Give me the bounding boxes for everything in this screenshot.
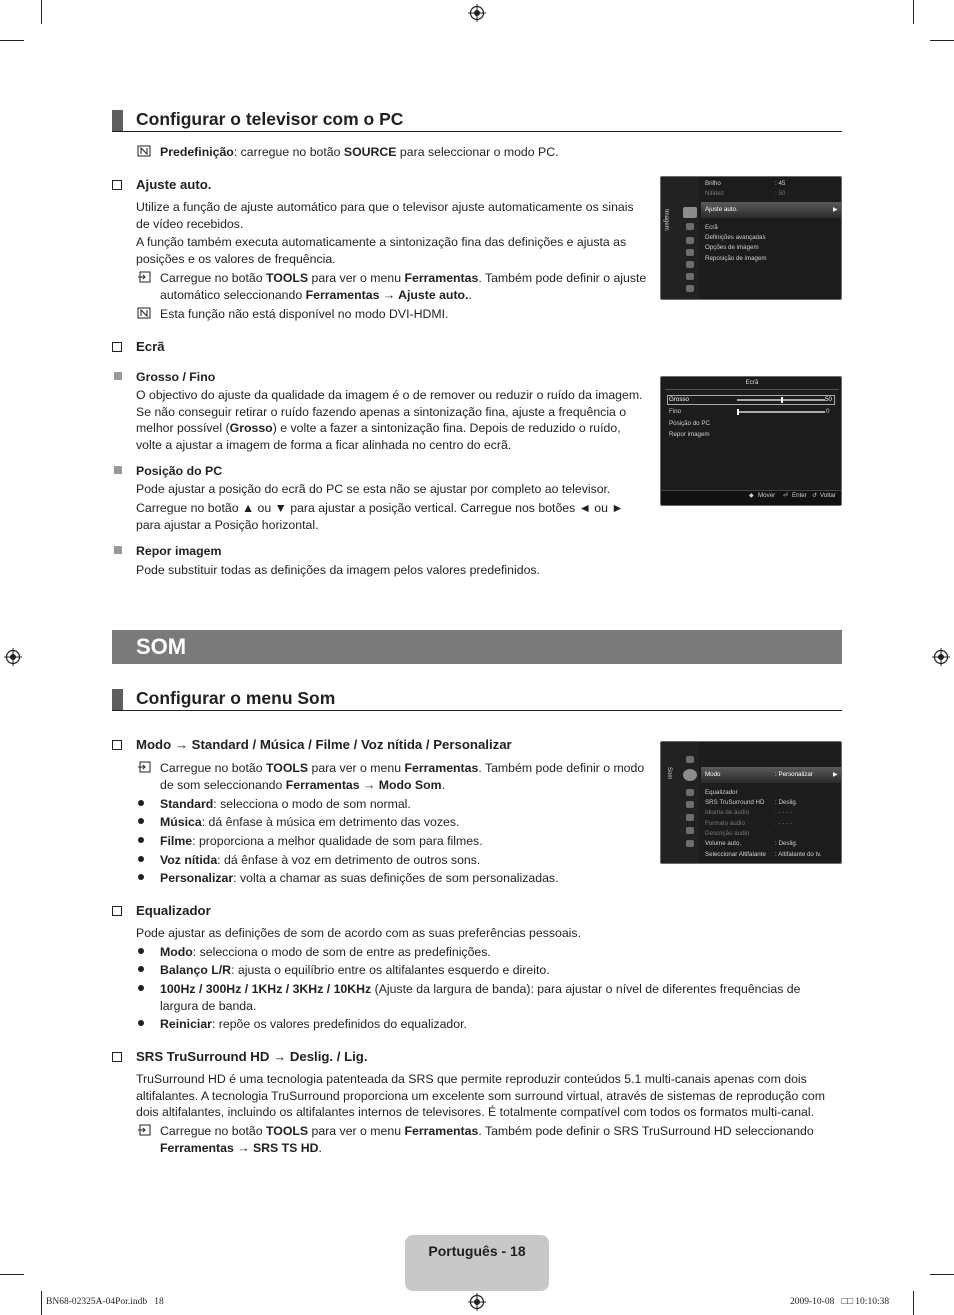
osd-fino-label: Fino bbox=[669, 408, 682, 415]
osd-row-label: Descrição áudio bbox=[705, 830, 750, 837]
osd-row-value: : - - - - bbox=[775, 809, 792, 816]
tip-tools: Carregue no botão TOOLS para ver o menu Ferramentas. Também pode definir o modo de som seleccionando Ferramentas → Modo Som. bbox=[160, 761, 645, 792]
bullet-dot-icon bbox=[138, 966, 144, 972]
osd-sidebar bbox=[661, 742, 699, 863]
note-predefinicao: Predefinição: carregue no botão SOURCE para seleccionar o modo PC. bbox=[160, 145, 559, 159]
channel-icon bbox=[686, 237, 694, 244]
registration-mark-icon bbox=[468, 1293, 486, 1311]
heading-bar bbox=[112, 689, 123, 710]
subheading-srs: SRS TruSurround HD → Deslig. / Lig. bbox=[136, 1049, 368, 1064]
setup-icon bbox=[686, 801, 694, 808]
osd-repor-label: Repor imagem bbox=[669, 431, 710, 438]
paragraph: Carregue no botão ▲ ou ▼ para ajustar a posição vertical. Carregue nos botões ◄ ou ► para ajustar a Posição horizontal. bbox=[136, 501, 624, 532]
osd-posicao-label: Posição do PC bbox=[669, 420, 710, 427]
osd-row-value: : Deslig. bbox=[775, 799, 798, 806]
footer-timestamp: 2009-10-08 □□ 10:10:38 bbox=[790, 1297, 890, 1307]
section-heading-pc bbox=[112, 110, 842, 132]
crop-mark bbox=[930, 40, 954, 41]
checkbox-icon bbox=[112, 342, 122, 352]
paragraph: Utilize a função de ajuste automático para que o televisor ajuste automaticamente os sinais de vídeo recebidos. bbox=[136, 200, 634, 231]
paragraph: Pode substituir todas as definições da imagem pelos valores predefinidos. bbox=[136, 563, 540, 577]
crop-mark bbox=[0, 40, 24, 41]
osd-selected-label: Ajuste auto. bbox=[705, 206, 738, 213]
osd-row-label: Volume auto. bbox=[705, 840, 742, 847]
bullet-dot-icon bbox=[138, 948, 144, 954]
bullet-square-icon bbox=[114, 466, 122, 474]
osd-grosso-label: Grosso bbox=[669, 396, 689, 403]
application-icon bbox=[686, 827, 694, 834]
input-icon bbox=[686, 261, 694, 268]
tip-tools: Carregue no botão TOOLS para ver o menu Ferramentas. Também pode definir o ajuste automático seleccionando Ferramentas → Ajuste auto.. bbox=[160, 271, 647, 302]
bullet-dot-icon bbox=[138, 837, 144, 843]
item-title-posicao: Posição do PC bbox=[136, 464, 223, 478]
osd-sidebar bbox=[661, 177, 699, 299]
checkbox-icon bbox=[112, 180, 122, 190]
osd-selected-label: Modo bbox=[705, 771, 721, 778]
crop-mark bbox=[41, 0, 42, 24]
osd-row-label: Idioma de áudio bbox=[705, 809, 750, 816]
osd-item: Ecrã bbox=[705, 224, 718, 231]
footer-file-info: BN68-02325A-04Por.indb 18 bbox=[46, 1297, 164, 1307]
item-title-repor: Repor imagem bbox=[136, 544, 222, 558]
tools-tip-icon bbox=[137, 761, 151, 773]
registration-mark-icon bbox=[932, 648, 950, 666]
list-item: Personalizar: volta a chamar as suas definições de som personalizadas. bbox=[160, 871, 559, 885]
input-icon bbox=[686, 814, 694, 821]
osd-nitidez: Nitidez bbox=[705, 190, 724, 197]
bullet-dot-icon bbox=[138, 856, 144, 862]
crop-mark bbox=[41, 1291, 42, 1315]
tip-tools: Carregue no botão TOOLS para ver o menu Ferramentas. Também pode definir o SRS TruSurround HD seleccionando Ferramentas → SRS TS HD. bbox=[160, 1124, 814, 1155]
item-title-grosso: Grosso / Fino bbox=[136, 370, 216, 384]
heading-bar bbox=[112, 110, 123, 131]
section-heading-som bbox=[112, 689, 842, 711]
osd-nav-move: Mover bbox=[758, 492, 776, 499]
move-icon: ◆ bbox=[749, 492, 754, 499]
bullet-dot-icon bbox=[138, 800, 144, 806]
registration-mark-icon bbox=[4, 648, 22, 666]
note-icon bbox=[137, 145, 151, 157]
bullet-dot-icon bbox=[138, 1020, 144, 1026]
crop-mark bbox=[930, 1274, 954, 1275]
chapter-title: SOM bbox=[136, 634, 187, 659]
osd-imagem-menu bbox=[660, 176, 842, 300]
note-dvi: Esta função não está disponível no modo DVI-HDMI. bbox=[160, 307, 449, 321]
osd-ecra-menu bbox=[660, 376, 842, 506]
enter-icon: ⏎ bbox=[783, 492, 789, 499]
return-icon: ↺ bbox=[812, 492, 818, 499]
page-number-tab bbox=[405, 1235, 549, 1291]
bullet-square-icon bbox=[114, 372, 122, 380]
list-item: Standard: selecciona o modo de som normal. bbox=[160, 797, 411, 811]
list-item: Filme: proporciona a melhor qualidade de som para filmes. bbox=[160, 834, 483, 848]
osd-row-value: : - - - - bbox=[775, 820, 792, 827]
channel-icon bbox=[686, 789, 694, 796]
subheading-modo: Modo → Standard / Música / Filme / Voz nítida / Personalizar bbox=[136, 737, 512, 752]
grosso-slider-knob bbox=[781, 397, 783, 403]
paragraph: Pode ajustar a posição do ecrã do PC se esta não se ajustar por completo ao televisor. bbox=[136, 482, 611, 496]
osd-nav-back: Voltar bbox=[820, 492, 836, 499]
note-icon bbox=[137, 307, 151, 319]
fino-slider-track bbox=[737, 411, 825, 413]
bullet-square-icon bbox=[114, 546, 122, 554]
osd-brilho-value: : 45 bbox=[775, 180, 786, 187]
list-item: Reiniciar: repõe os valores predefinidos do equalizador. bbox=[160, 1017, 467, 1031]
osd-row-label: Formato áudio bbox=[705, 820, 745, 827]
osd-title: Ecrã bbox=[745, 379, 759, 386]
bullet-dot-icon bbox=[138, 818, 144, 824]
osd-grosso-value: 50 bbox=[825, 396, 832, 403]
checkbox-icon bbox=[112, 906, 122, 916]
heading-title: Configurar o menu Som bbox=[136, 688, 336, 708]
heading-title: Configurar o televisor com o PC bbox=[136, 109, 404, 129]
osd-row-label: Equalizador bbox=[705, 789, 738, 796]
sound-icon bbox=[683, 769, 697, 781]
crop-mark bbox=[0, 1274, 24, 1275]
osd-item: Opções de imagem bbox=[705, 244, 759, 251]
osd-row-label: SRS TruSurround HD bbox=[705, 799, 765, 806]
list-item: Voz nítida: dá ênfase à voz em detrimento de outros sons. bbox=[160, 853, 481, 867]
support-icon bbox=[686, 840, 694, 847]
paragraph-grosso: O objectivo do ajuste da qualidade da imagem é o de remover ou reduzir o ruído da imagem. Se não conseguir retirar o ruído fazendo apenas a sintonização fina, ajuste a frequência o melhor possível (Grosso) e volte a fazer a sintonização fina. Depois de reduzido o ruído, volte a ajustar a imagem de forma a ficar alinhada no centro do ecrã. bbox=[136, 388, 643, 452]
crop-mark bbox=[913, 1291, 914, 1315]
subheading-ajuste-auto: Ajuste auto. bbox=[136, 177, 212, 192]
setup-icon bbox=[686, 249, 694, 256]
osd-nav-enter: Enter bbox=[792, 492, 807, 499]
osd-selected-value: : Personalizar bbox=[775, 771, 813, 778]
subheading-equalizador: Equalizador bbox=[136, 903, 211, 918]
sound-icon bbox=[686, 223, 694, 230]
crop-mark bbox=[913, 0, 914, 24]
chapter-banner bbox=[112, 630, 842, 664]
paragraph: TruSurround HD é uma tecnologia patenteada da SRS que permite reproduzir conteúdos 5.1 multi-canais apenas com dois altifalantes. A tecnologia TruSurround proporciona um excelente som surround virtual, através de sistemas de reprodução com dois altifalantes, incluindo os altifalantes internos de televisores. É totalmente compatível com todos os formatos multi-canal. bbox=[136, 1072, 825, 1119]
picture-icon bbox=[686, 756, 694, 763]
list-item: 100Hz / 300Hz / 1KHz / 3KHz / 10KHz (Ajuste da largura de banda): para ajustar o nível de diferentes frequências de largura de banda. bbox=[160, 982, 801, 1013]
osd-side-label: Imagem bbox=[663, 209, 669, 231]
bullet-dot-icon bbox=[138, 985, 144, 991]
checkbox-icon bbox=[112, 1052, 122, 1062]
paragraph: Pode ajustar as definições de som de acordo com as suas preferências pessoais. bbox=[136, 926, 581, 940]
registration-mark-icon bbox=[468, 4, 486, 22]
osd-fino-value: 0 bbox=[826, 408, 830, 415]
paragraph: A função também executa automaticamente a sintonização fina das definições e ajusta as posições e os valores de frequência. bbox=[136, 235, 627, 266]
application-icon bbox=[686, 273, 694, 280]
picture-icon bbox=[683, 207, 697, 218]
osd-nitidez-value: : 50 bbox=[775, 190, 786, 197]
list-item: Modo: selecciona o modo de som de entre as predefinições. bbox=[160, 945, 491, 959]
osd-selected-row bbox=[701, 767, 842, 783]
right-arrow-icon: ▶ bbox=[833, 771, 838, 778]
subheading-ecra: Ecrã bbox=[136, 339, 165, 354]
checkbox-icon bbox=[112, 740, 122, 750]
list-item: Música: dá ênfase à música em detrimento das vozes. bbox=[160, 815, 460, 829]
osd-divider bbox=[665, 389, 839, 390]
osd-som-menu bbox=[660, 741, 842, 864]
osd-row-value: : Altifalante do tv. bbox=[775, 851, 822, 858]
osd-item: Reposição de imagem bbox=[705, 255, 767, 262]
osd-brilho: Brilho bbox=[705, 180, 721, 187]
page-number: Português - 18 bbox=[428, 1243, 526, 1259]
osd-row-value: : Deslig. bbox=[775, 840, 798, 847]
bullet-dot-icon bbox=[138, 874, 144, 880]
tools-tip-icon bbox=[137, 1124, 151, 1136]
tools-tip-icon bbox=[137, 271, 151, 283]
osd-row-label: Seleccionar Altifalante bbox=[705, 851, 766, 858]
osd-item: Definições avançadas bbox=[705, 234, 766, 241]
support-icon bbox=[686, 285, 694, 292]
right-arrow-icon: ▶ bbox=[833, 206, 838, 213]
fino-slider-knob bbox=[737, 409, 739, 415]
osd-side-label: Som bbox=[666, 767, 672, 780]
list-item: Balanço L/R: ajusta o equilíbrio entre os altifalantes esquerdo e direito. bbox=[160, 963, 550, 977]
